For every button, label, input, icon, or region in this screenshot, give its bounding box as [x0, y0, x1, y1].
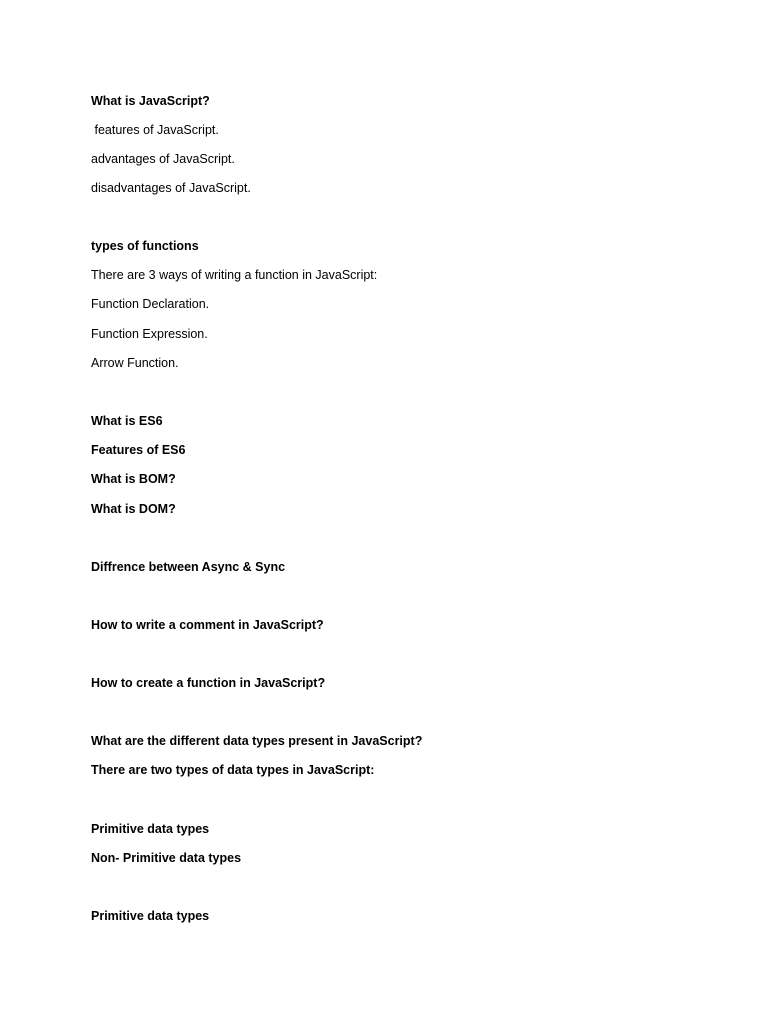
doc-line: What is ES6	[91, 414, 163, 428]
doc-line: Primitive data types	[91, 909, 210, 923]
doc-line: There are 3 ways of writing a function in JavaScript:	[91, 268, 378, 282]
doc-line: Diffrence between Async & Sync	[91, 560, 286, 574]
doc-line: What are the different data types present in JavaScript?	[91, 734, 423, 748]
doc-line: Non- Primitive data types	[91, 851, 242, 865]
doc-line: Function Expression.	[91, 327, 208, 341]
doc-line: disadvantages of JavaScript.	[91, 181, 251, 195]
doc-line: What is DOM?	[91, 502, 176, 516]
doc-line: Features of ES6	[91, 443, 186, 457]
doc-line: advantages of JavaScript.	[91, 152, 235, 166]
doc-line: What is BOM?	[91, 472, 176, 486]
doc-line: How to write a comment in JavaScript?	[91, 618, 324, 632]
doc-line: What is JavaScript?	[91, 94, 210, 108]
doc-line: Primitive data types	[91, 822, 210, 836]
doc-line: Function Declaration.	[91, 297, 210, 311]
doc-line: Arrow Function.	[91, 356, 179, 370]
doc-line: How to create a function in JavaScript?	[91, 676, 326, 690]
doc-line: types of functions	[91, 239, 199, 253]
doc-line: There are two types of data types in JavaScript:	[91, 763, 375, 777]
doc-line: features of JavaScript.	[91, 123, 219, 137]
